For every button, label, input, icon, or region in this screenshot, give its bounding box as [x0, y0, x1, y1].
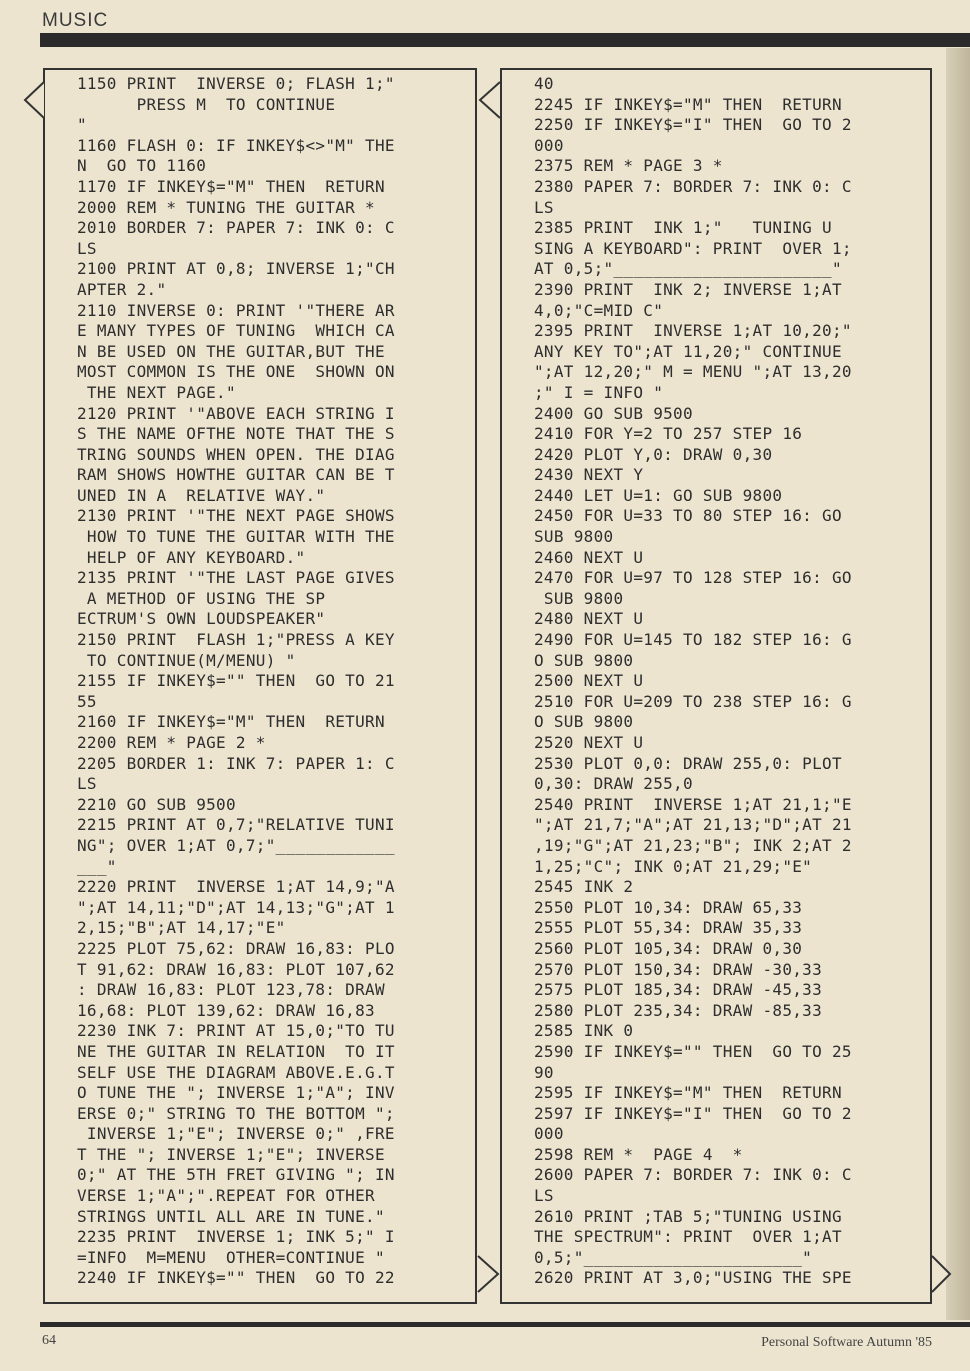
code-line: 2200 REM * PAGE 2 * — [77, 733, 266, 752]
code-line: 2585 INK 0 — [534, 1021, 634, 1041]
code-line: 2000 REM * TUNING THE GUITAR * — [77, 197, 375, 217]
code-line: E MANY TYPES OF TUNING WHICH CA — [77, 321, 395, 341]
header-rule — [40, 33, 970, 47]
code-line: MOST COMMON IS THE ONE SHOWN ON — [77, 362, 395, 382]
code-line: LS — [534, 197, 554, 217]
code-line: LS — [77, 774, 97, 794]
code-line: 2395 PRINT INVERSE 1;AT 10,20;" — [534, 321, 852, 341]
code-line: 90 — [534, 1062, 554, 1082]
code-line: " — [77, 115, 87, 135]
code-line: 1160 FLASH 0: IF INKEY$<>"M" THE — [77, 135, 395, 155]
code-line: ;" I = INFO " — [534, 382, 664, 402]
page-number: 64 — [42, 1333, 56, 1348]
code-line: O TUNE THE "; INVERSE 1;"A"; INV — [77, 1083, 395, 1103]
code-line: SELF USE THE DIAGRAM ABOVE.E.G.T — [77, 1062, 395, 1082]
code-line: O SUB 9800 — [534, 650, 634, 670]
code-line: APTER 2." — [77, 279, 167, 299]
section-label: MUSIC — [42, 10, 109, 31]
code-line: HELP OF ANY KEYBOARD." — [77, 547, 306, 567]
code-line: T THE "; INVERSE 1;"E"; INVERSE — [77, 1144, 385, 1164]
code-line: TRING SOUNDS WHEN OPEN. THE DIAG — [77, 444, 395, 464]
code-line: 2230 INK 7: PRINT AT 15,0;"TO TU — [77, 1021, 395, 1041]
continue-next-page-arrow-icon — [931, 1254, 953, 1294]
code-line: 40 — [534, 74, 554, 93]
code-line: ___" — [77, 856, 117, 876]
code-line: 2390 PRINT INK 2; INVERSE 1;AT — [534, 279, 842, 299]
code-line: NE THE GUITAR IN RELATION TO IT — [77, 1041, 395, 1061]
code-line: N BE USED ON THE GUITAR,BUT THE — [77, 341, 385, 361]
listing-panel-left — [43, 68, 477, 1304]
code-line: 2590 IF INKEY$="" THEN GO TO 25 — [534, 1041, 852, 1061]
code-line: O SUB 9800 — [534, 712, 634, 732]
code-line: ANY KEY TO";AT 11,20;" CONTINUE — [534, 341, 842, 361]
code-line: ";AT 12,20;" M = MENU ";AT 13,20 — [534, 362, 852, 382]
code-line: S THE NAME OFTHE NOTE THAT THE S — [77, 424, 395, 444]
code-line: 2480 NEXT U — [534, 609, 644, 629]
code-line: 0,5;"______________________" — [534, 1247, 813, 1267]
code-listing-right — [534, 74, 914, 1289]
code-line: LS — [534, 1186, 554, 1206]
code-line: 2560 PLOT 105,34: DRAW 0,30 — [534, 938, 803, 958]
code-line: 2155 IF INKEY$="" THEN GO TO 21 — [77, 671, 395, 691]
code-line: 2220 PRINT INVERSE 1;AT 14,9;"A — [77, 877, 395, 897]
code-line: RAM SHOWS HOWTHE GUITAR CAN BE T — [77, 465, 395, 485]
code-line: 2510 FOR U=209 TO 238 STEP 16: G — [534, 691, 852, 711]
page-edge — [946, 48, 970, 1320]
code-line: 000 — [534, 1124, 564, 1144]
code-line: SING A KEYBOARD": PRINT OVER 1; — [534, 238, 852, 258]
magazine-title: Personal Software Autumn '85 — [761, 1335, 932, 1350]
code-line: 2440 LET U=1: GO SUB 9800 — [534, 485, 783, 505]
code-line: LS — [77, 238, 97, 258]
code-line: VERSE 1;"A";".REPEAT FOR OTHER — [77, 1186, 375, 1206]
code-line: 2598 REM * PAGE 4 * — [534, 1144, 743, 1164]
code-line: 2225 PLOT 75,62: DRAW 16,83: PLO — [77, 938, 395, 958]
code-line: ERSE 0;" STRING TO THE BOTTOM "; — [77, 1103, 395, 1123]
code-line: 2450 FOR U=33 TO 80 STEP 16: GO — [534, 506, 842, 526]
code-line: 2520 NEXT U — [534, 733, 644, 752]
code-line: 2595 IF INKEY$="M" THEN RETURN — [534, 1083, 842, 1103]
code-line: 2245 IF INKEY$="M" THEN RETURN — [534, 94, 842, 114]
code-line: N GO TO 1160 — [77, 156, 207, 176]
code-line: 2150 PRINT FLASH 1;"PRESS A KEY — [77, 630, 395, 650]
code-line: 2530 PLOT 0,0: DRAW 255,0: PLOT — [534, 753, 842, 773]
code-line: 55 — [77, 691, 97, 711]
code-line: 2470 FOR U=97 TO 128 STEP 16: GO — [534, 568, 852, 588]
code-line: 2580 PLOT 235,34: DRAW -85,33 — [534, 1000, 823, 1020]
code-line: ECTRUM'S OWN LOUDSPEAKER" — [77, 609, 326, 629]
code-line: 2205 BORDER 1: INK 7: PAPER 1: C — [77, 753, 395, 773]
code-line: ";AT 14,11;"D";AT 14,13;"G";AT 1 — [77, 897, 395, 917]
code-line: 2250 IF INKEY$="I" THEN GO TO 2 — [534, 115, 852, 135]
code-line: 16,68: PLOT 139,62: DRAW 16,83 — [77, 1000, 375, 1020]
code-line: ";AT 21,7;"A";AT 21,13;"D";AT 21 — [534, 815, 852, 835]
code-line: NG"; OVER 1;AT 0,7;"____________ — [77, 835, 395, 855]
code-line: UNED IN A RELATIVE WAY." — [77, 485, 326, 505]
code-line: HOW TO TUNE THE GUITAR WITH THE — [77, 527, 395, 547]
code-line: 2120 PRINT '"ABOVE EACH STRING I — [77, 403, 395, 423]
code-line: =INFO M=MENU OTHER=CONTINUE " — [77, 1247, 385, 1267]
code-line: 2385 PRINT INK 1;" TUNING U — [534, 218, 832, 238]
code-line: 2,15;"B";AT 14,17;"E" — [77, 918, 286, 938]
continue-left-arrow-icon — [22, 80, 46, 120]
code-line: 2600 PAPER 7: BORDER 7: INK 0: C — [534, 1165, 852, 1185]
code-line: 2500 NEXT U — [534, 671, 644, 691]
code-line: T 91,62: DRAW 16,83: PLOT 107,62 — [77, 959, 395, 979]
code-line: 2460 NEXT U — [534, 547, 644, 567]
code-line: 2375 REM * PAGE 3 * — [534, 156, 723, 176]
code-line: SUB 9800 — [534, 588, 624, 608]
code-listing-left — [77, 74, 457, 1289]
code-line: ,19;"G";AT 21,23;"B"; INK 2;AT 2 — [534, 835, 852, 855]
code-line: 2545 INK 2 — [534, 877, 634, 897]
code-line: 2420 PLOT Y,0: DRAW 0,30 — [534, 444, 773, 464]
code-line: AT 0,5;"______________________" — [534, 259, 842, 279]
code-line: 2400 GO SUB 9500 — [534, 403, 693, 423]
code-line: 4,0;"C=MID C" — [534, 300, 664, 320]
code-line: 2550 PLOT 10,34: DRAW 65,33 — [534, 897, 803, 917]
code-line: 0,30: DRAW 255,0 — [534, 774, 693, 794]
code-line: SUB 9800 — [534, 527, 614, 547]
code-line: 2620 PRINT AT 3,0;"USING THE SPE — [534, 1268, 852, 1288]
code-line: 2570 PLOT 150,34: DRAW -30,33 — [534, 959, 823, 979]
code-line: 2555 PLOT 55,34: DRAW 35,33 — [534, 918, 803, 938]
code-line: INVERSE 1;"E"; INVERSE 0;" ,FRE — [77, 1124, 395, 1144]
code-line: 2210 GO SUB 9500 — [77, 794, 236, 814]
code-line: THE NEXT PAGE." — [77, 382, 236, 402]
code-line: 1170 IF INKEY$="M" THEN RETURN — [77, 176, 385, 196]
code-line: 2240 IF INKEY$="" THEN GO TO 22 — [77, 1268, 395, 1288]
continue-from-left-arrow-icon — [477, 80, 502, 120]
code-line: 2610 PRINT ;TAB 5;"TUNING USING — [534, 1206, 842, 1226]
code-line: 2160 IF INKEY$="M" THEN RETURN — [77, 712, 385, 732]
code-line: 2490 FOR U=145 TO 182 STEP 16: G — [534, 630, 852, 650]
code-line: 2597 IF INKEY$="I" THEN GO TO 2 — [534, 1103, 852, 1123]
listing-panel-right — [500, 68, 932, 1304]
code-line: STRINGS UNTIL ALL ARE IN TUNE." — [77, 1206, 385, 1226]
code-line: 2010 BORDER 7: PAPER 7: INK 0: C — [77, 218, 395, 238]
code-line: 2380 PAPER 7: BORDER 7: INK 0: C — [534, 176, 852, 196]
code-line: : DRAW 16,83: PLOT 123,78: DRAW — [77, 980, 385, 1000]
code-line: 2110 INVERSE 0: PRINT '"THERE AR — [77, 300, 395, 320]
code-line: 000 — [534, 135, 564, 155]
code-line: 1150 PRINT INVERSE 0; FLASH 1;" — [77, 74, 395, 93]
code-line: 2130 PRINT '"THE NEXT PAGE SHOWS — [77, 506, 395, 526]
code-line: 2215 PRINT AT 0,7;"RELATIVE TUNI — [77, 815, 395, 835]
code-line: 2430 NEXT Y — [534, 465, 644, 485]
code-line: 1,25;"C"; INK 0;AT 21,29;"E" — [534, 856, 813, 876]
code-line: 2100 PRINT AT 0,8; INVERSE 1;"CH — [77, 259, 395, 279]
code-line: 0;" AT THE 5TH FRET GIVING "; IN — [77, 1165, 395, 1185]
footer-rule — [40, 1322, 970, 1327]
code-line: 2575 PLOT 185,34: DRAW -45,33 — [534, 980, 823, 1000]
code-line: 2540 PRINT INVERSE 1;AT 21,1;"E — [534, 794, 852, 814]
code-line: 2410 FOR Y=2 TO 257 STEP 16 — [534, 424, 803, 444]
code-line: THE SPECTRUM": PRINT OVER 1;AT — [534, 1227, 842, 1247]
code-line: TO CONTINUE(M/MENU) " — [77, 650, 296, 670]
code-line: 2235 PRINT INVERSE 1; INK 5;" I — [77, 1227, 395, 1247]
code-line: 2135 PRINT '"THE LAST PAGE GIVES — [77, 568, 395, 588]
code-line: A METHOD OF USING THE SP — [77, 588, 326, 608]
code-line: PRESS M TO CONTINUE — [77, 94, 336, 114]
continue-to-right-arrow-icon — [476, 1254, 501, 1294]
